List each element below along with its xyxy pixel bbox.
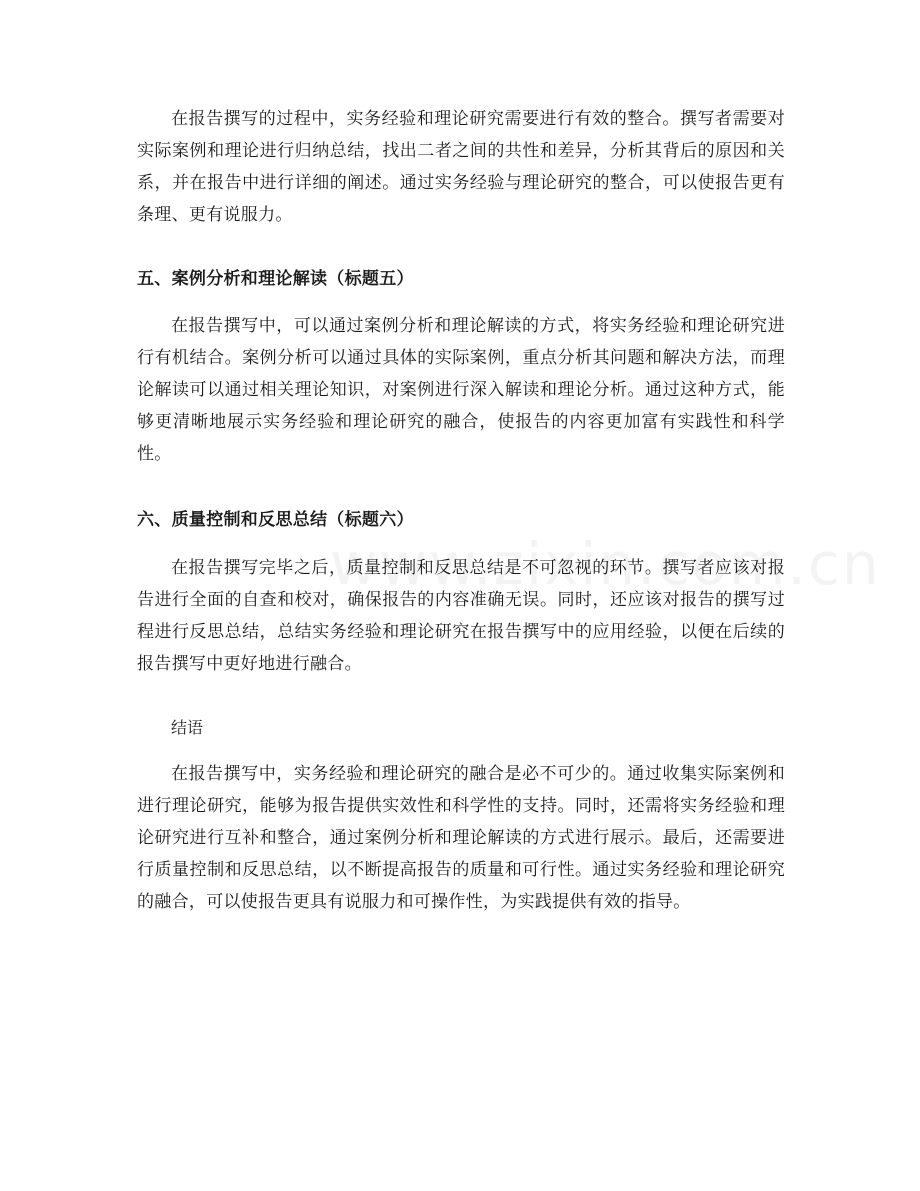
intro-paragraph: 在报告撰写的过程中，实务经验和理论研究需要进行有效的整合。撰写者需要对实际案例和理论进行归纳总结，找出二者之间的共性和差异，分析其背后的原因和关系，并在报告中进行详细的阐述。通过实务经验与理论研究的整合，可以使报告更有条理、更有说服力。 [137, 109, 785, 225]
section-5-heading: 五、案例分析和理论解读（标题五） [137, 269, 414, 289]
watermark-text [330, 530, 881, 598]
section-5-paragraph: 在报告撰写中，可以通过案例分析和理论解读的方式，将实务经验和理论研究进行有机结合。案例分析可以通过具体的实际案例，重点分析其问题和解决方法，而理论解读可以通过相关理论知识，对案例进行深入解读和理论分析。通过这种方式，能够更清晰地展示实务经验和理论研究的融合，使报告的内容更加富有实践性和科学性。 [137, 316, 785, 464]
conclusion-heading: 结语 [171, 718, 204, 737]
section-6-paragraph: 在报告撰写完毕之后，质量控制和反思总结是不可忽视的环节。撰写者应该对报告进行全面的自查和校对，确保报告的内容准确无误。同时，还应该对报告的撰写过程进行反思总结，总结实务经验和理论研究在报告撰写中的应用经验，以便在后续的报告撰写中更好地进行融合。 [137, 558, 785, 674]
section-6-heading: 六、质量控制和反思总结（标题六） [137, 510, 414, 530]
conclusion-paragraph: 在报告撰写中，实务经验和理论研究的融合是必不可少的。通过收集实际案例和进行理论研究，能够为报告提供实效性和科学性的支持。同时，还需将实务经验和理论研究进行互补和整合，通过案例分析和理论解读的方式进行展示。最后，还需要进行质量控制和反思总结，以不断提高报告的质量和可行性。通过实务经验和理论研究的融合，可以使报告更具有说服力和可操作性，为实践提供有效的指导。 [137, 764, 785, 912]
